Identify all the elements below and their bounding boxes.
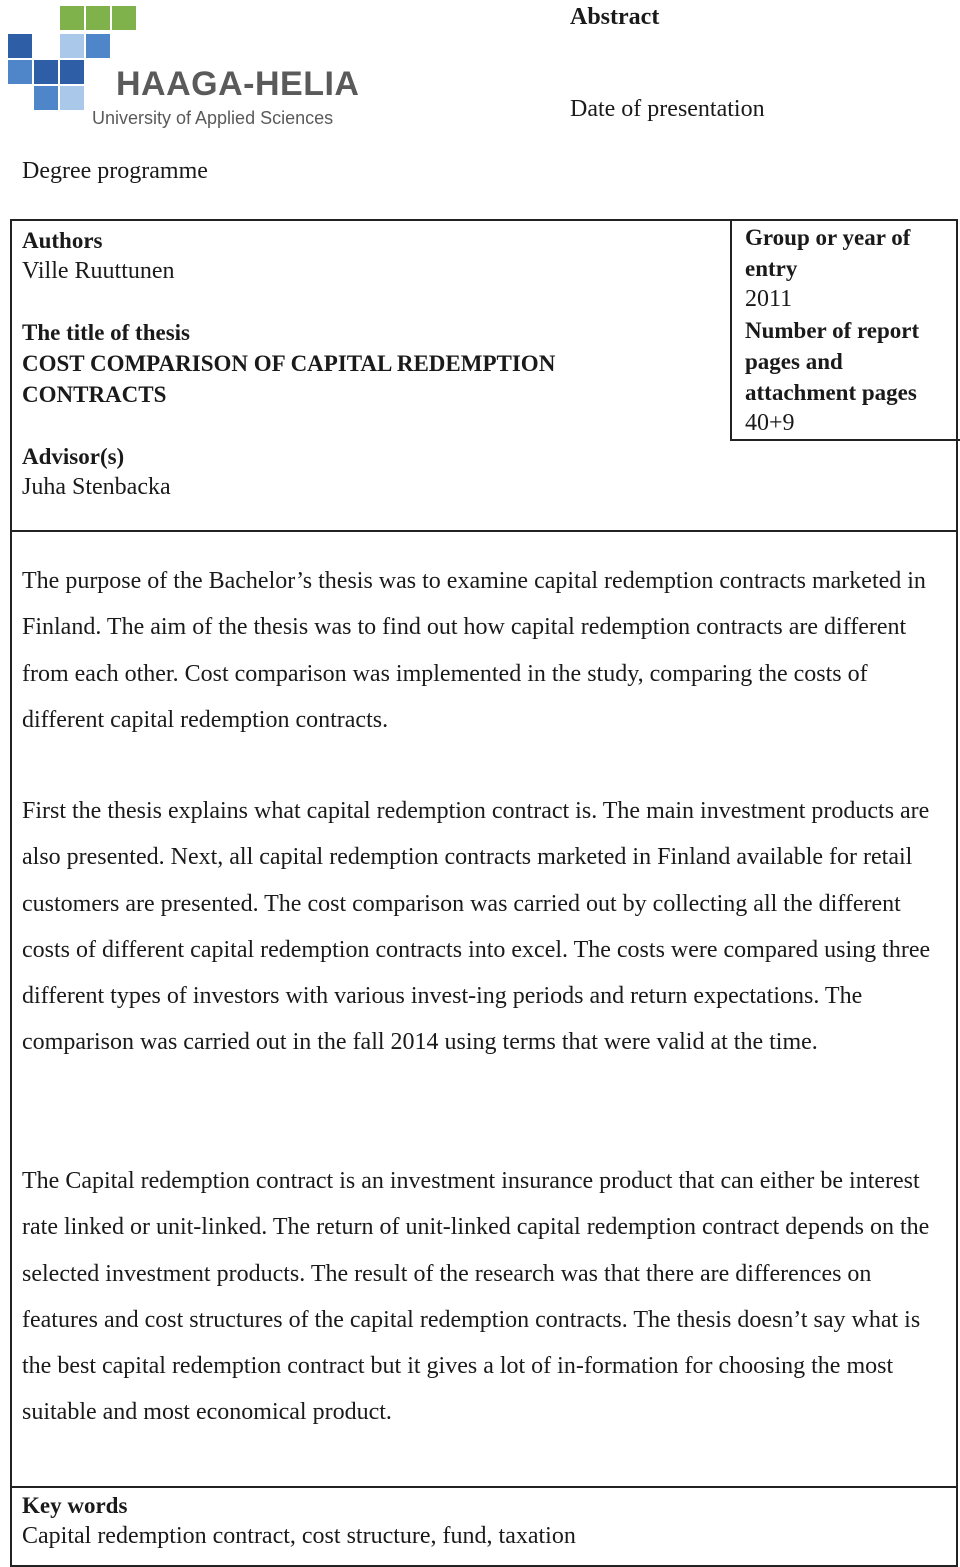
group-label: Group or year of [745,225,911,250]
abstract-body-box [10,530,958,1488]
authors-value: Ville Ruuttunen [22,258,175,284]
advisor-value: Juha Stenbacka [22,474,171,500]
thesis-title-section [22,317,555,410]
advisor-section [22,441,171,503]
pages-value: 40+9 [745,410,795,436]
logo-name: HAAGA-HELIA [116,65,360,103]
keywords-value: Capital redemption contract, cost structure, fund, taxation [22,1523,576,1549]
logo-square [8,34,32,58]
university-logo [6,4,366,129]
thesis-title-value: CONTRACTS [22,382,167,407]
group-section [745,222,960,315]
pages-section [745,315,960,439]
keywords-label: Key words [22,1493,128,1518]
logo-square [86,34,110,58]
logo-square [8,60,32,84]
abstract-paragraph: The Capital redemption contract is an investment insurance product that can either be interest rate linked or unit-linked. The return of unit-linked capital redemption contract depends on the selected investment products. The result of the research was that there are differences on features and cost structures of the capital redemption contracts. The thesis doesn’t say what is the best capital redemption contract but it gives a lot of in-formation for choosing the most suitable and most economical product. [22,1168,930,1426]
logo-square [86,6,110,30]
keywords-box [10,1486,958,1567]
group-label: entry [745,256,798,281]
logo-square [60,86,84,110]
logo-square [112,6,136,30]
thesis-title-value: COST COMPARISON OF CAPITAL REDEMPTION [22,351,556,376]
logo-square [60,34,84,58]
logo-square [60,6,84,30]
logo-square [34,60,58,84]
authors-label: Authors [22,228,103,253]
logo-square [60,60,84,84]
thesis-info-box [10,219,958,532]
date-of-presentation-label: Date of presentation [570,96,765,122]
group-value: 2011 [745,286,793,312]
abstract-title: Abstract [570,4,660,30]
abstract-paragraph: First the thesis explains what capital redemption contract is. The main investment products are also presented. Next, all capital redemption contracts marketed in Finland available for retail customers are presented. The cost comparison was carried out by collecting all the different costs of different capital redemption contracts into excel. The costs were compared using three different types of investors with various invest-ing periods and return expectations. The comparison was carried out in the fall 2014 using terms that were valid at the time. [22,798,931,1056]
degree-programme-label: Degree programme [22,158,208,184]
logo-square [34,86,58,110]
thesis-title-label: The title of thesis [22,320,191,345]
logo-subtitle: University of Applied Sciences [92,108,334,128]
abstract-paragraph: The purpose of the Bachelor’s thesis was to examine capital redemption contracts marketed in Finland. The aim of the thesis was to find out how capital redemption contracts are different from each other. Cost comparison was implemented in the study, comparing the costs of different capital redemption contracts. [22,568,926,733]
pages-label: Number of report [745,318,920,343]
authors-section [22,225,175,287]
info-right-cell [730,219,960,441]
pages-label: pages and [745,349,843,374]
pages-label: attachment pages [745,380,917,405]
advisor-label: Advisor(s) [22,444,125,469]
